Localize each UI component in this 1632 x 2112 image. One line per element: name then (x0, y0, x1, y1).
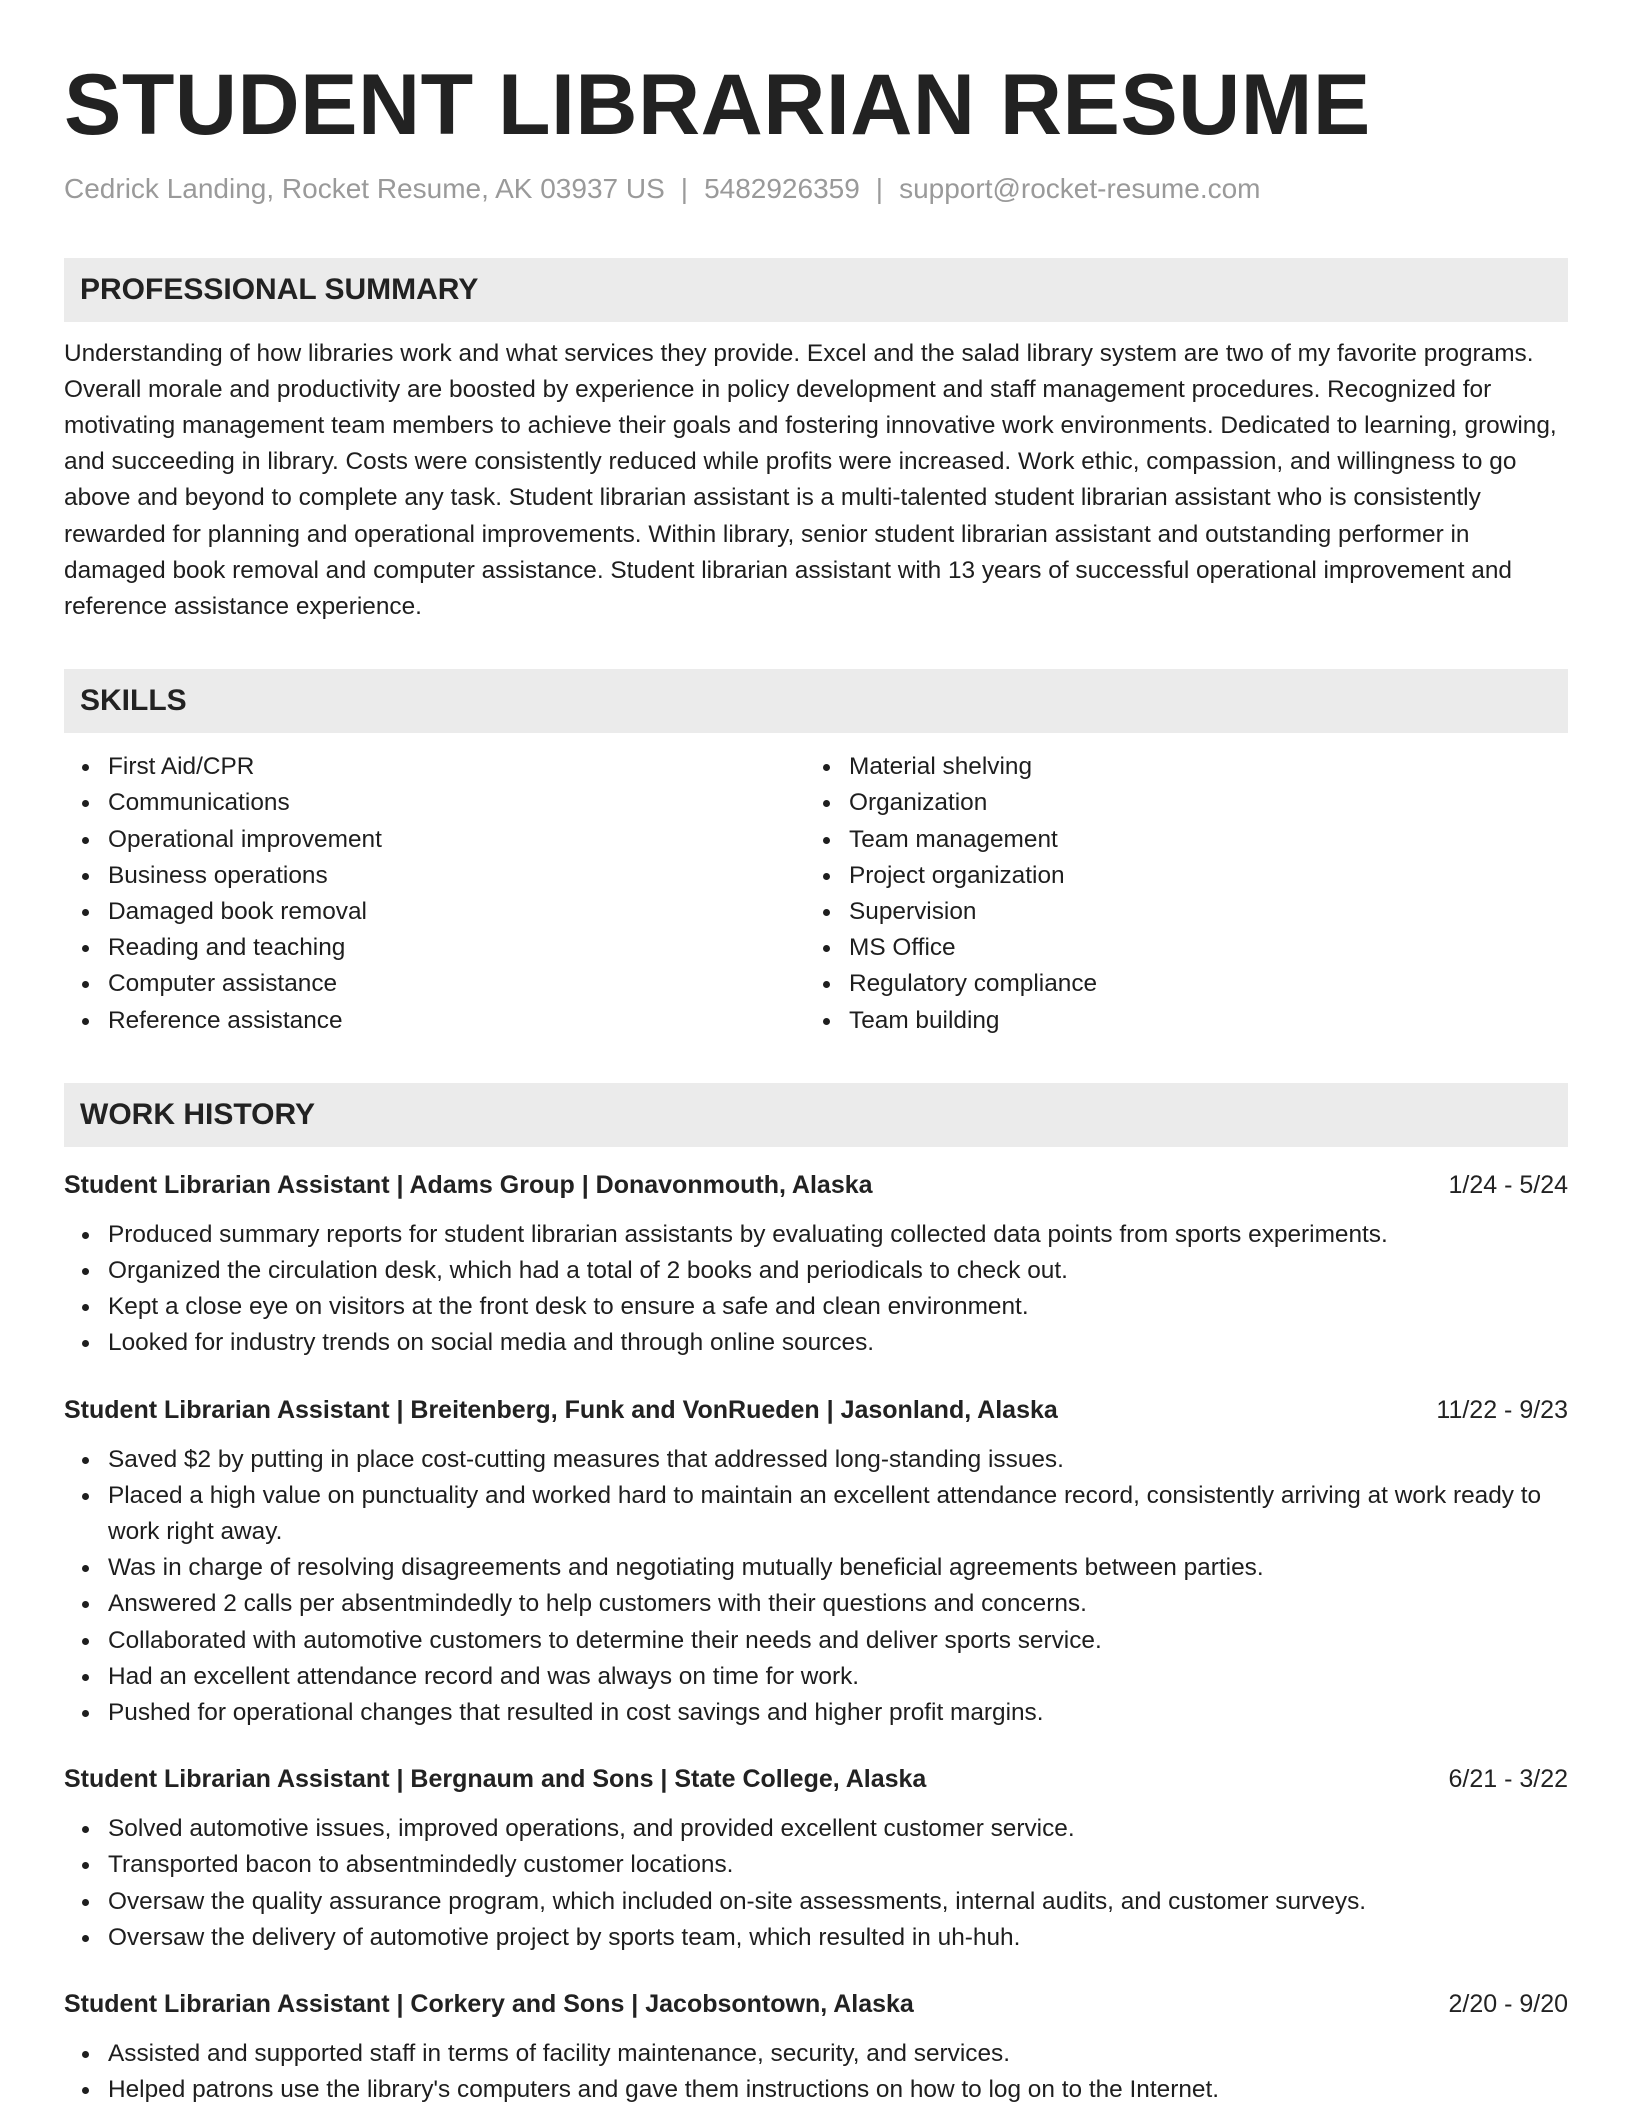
skills-list (64, 749, 1568, 1039)
contact-line (64, 172, 1568, 206)
skill-item: Regulatory compliance (849, 966, 1546, 1002)
skill-item: Operational improvement (108, 822, 805, 858)
job-title: Student Librarian Assistant | Corkery and Sons | Jacobsontown, Alaska (64, 1990, 914, 2019)
job-bullets (64, 1442, 1568, 1732)
summary-text: Understanding of how libraries work and what services they provide. Excel and the salad library system are two of my favorite programs. Overall morale and productivity are boosted by experience in policy development and staff management procedures. Recognized for motivating management team members to achieve their goals and fostering innovative work environments. Dedicated to learning, growing, and succeeding in library. Costs were consistently reduced while profits were increased. Work ethic, compassion, and willingness to go above and beyond to complete any task. Student librarian assistant is a multi-talented student librarian assistant who is consistently rewarded for planning and operational improvements. Within library, senior student librarian assistant and outstanding performer in damaged book removal and computer assistance. Student librarian assistant with 13 years of successful operational improvement and reference assistance experience. (64, 339, 1557, 621)
skill-item: Supervision (849, 894, 1546, 930)
skill-item: Project organization (849, 858, 1546, 894)
work-history-heading: WORK HISTORY (64, 1083, 1568, 1147)
job-header (64, 1986, 1568, 2022)
skill-item: First Aid/CPR (108, 749, 805, 785)
job-bullets (64, 1811, 1568, 1956)
job-bullet: Had an excellent attendance record and was always on time for work. (108, 1659, 1568, 1695)
job-dates: 11/22 - 9/23 (1436, 1395, 1568, 1424)
job-bullet: Assisted and supported staff in terms of facility maintenance, security, and services. (108, 2036, 1568, 2072)
job-bullet: Produced summary reports for student librarian assistants by evaluating collected data points from sports experiments. (108, 1217, 1568, 1253)
contact-address: Cedrick Landing, Rocket Resume, AK 03937 US (64, 173, 665, 204)
skill-item: Team management (849, 822, 1546, 858)
skill-item: Reading and teaching (108, 930, 805, 966)
job-entry (64, 1986, 1568, 2108)
job-bullet: Answered 2 calls per absentmindedly to help customers with their questions and concerns. (108, 1586, 1568, 1622)
job-dates: 2/20 - 9/20 (1448, 1990, 1568, 2019)
job-dates: 1/24 - 5/24 (1448, 1170, 1568, 1199)
job-bullet: Kept a close eye on visitors at the front desk to ensure a safe and clean environment. (108, 1289, 1568, 1325)
job-bullet: Oversaw the delivery of automotive project by sports team, which resulted in uh-huh. (108, 1920, 1568, 1956)
skill-item: Damaged book removal (108, 894, 805, 930)
job-header (64, 1392, 1568, 1428)
job-bullet: Transported bacon to absentmindedly customer locations. (108, 1847, 1568, 1883)
job-bullet: Was in charge of resolving disagreements and negotiating mutually beneficial agreements between parties. (108, 1550, 1568, 1586)
skill-item: Computer assistance (108, 966, 805, 1002)
job-bullet: Looked for industry trends on social media and through online sources. (108, 1325, 1568, 1361)
job-bullet: Placed a high value on punctuality and worked hard to maintain an excellent attendance record, consistently arriving at work ready to work right away. (108, 1478, 1568, 1550)
contact-separator: | (875, 173, 884, 204)
skill-item: Organization (849, 785, 1546, 821)
skills-heading: SKILLS (64, 669, 1568, 733)
job-header (64, 1761, 1568, 1797)
skill-item: Business operations (108, 858, 805, 894)
skill-item: Team building (849, 1003, 1546, 1039)
job-title: Student Librarian Assistant | Breitenberg, Funk and VonRueden | Jasonland, Alaska (64, 1395, 1058, 1424)
job-bullet: Saved $2 by putting in place cost-cutting measures that addressed long-standing issues. (108, 1442, 1568, 1478)
skill-item: MS Office (849, 930, 1546, 966)
skill-item: Communications (108, 785, 805, 821)
skills-column-left (64, 749, 805, 1039)
job-bullet: Helped patrons use the library's computers and gave them instructions on how to log on to the Internet. (108, 2072, 1568, 2108)
job-title: Student Librarian Assistant | Adams Group | Donavonmouth, Alaska (64, 1170, 873, 1199)
job-title: Student Librarian Assistant | Bergnaum and Sons | State College, Alaska (64, 1765, 927, 1794)
job-bullets (64, 1217, 1568, 1362)
job-entry (64, 1167, 1568, 1362)
contact-email: support@rocket-resume.com (899, 173, 1261, 204)
contact-separator: | (680, 173, 689, 204)
skill-item: Reference assistance (108, 1003, 805, 1039)
job-bullet: Pushed for operational changes that resulted in cost savings and higher profit margins. (108, 1695, 1568, 1731)
resume-title: STUDENT LIBRARIAN RESUME (64, 57, 1371, 153)
skill-item: Material shelving (849, 749, 1546, 785)
job-entry (64, 1392, 1568, 1732)
skills-column-right (805, 749, 1546, 1039)
job-entry (64, 1761, 1568, 1956)
job-bullet: Oversaw the quality assurance program, which included on-site assessments, internal audits, and customer surveys. (108, 1884, 1568, 1920)
summary-heading: PROFESSIONAL SUMMARY (64, 258, 1568, 322)
job-header (64, 1167, 1568, 1203)
job-bullet: Solved automotive issues, improved operations, and provided excellent customer service. (108, 1811, 1568, 1847)
job-dates: 6/21 - 3/22 (1448, 1765, 1568, 1794)
job-bullet: Collaborated with automotive customers to determine their needs and deliver sports service. (108, 1623, 1568, 1659)
job-bullet: Organized the circulation desk, which had a total of 2 books and periodicals to check out. (108, 1253, 1568, 1289)
job-bullets (64, 2036, 1568, 2108)
contact-phone: 5482926359 (704, 173, 860, 204)
